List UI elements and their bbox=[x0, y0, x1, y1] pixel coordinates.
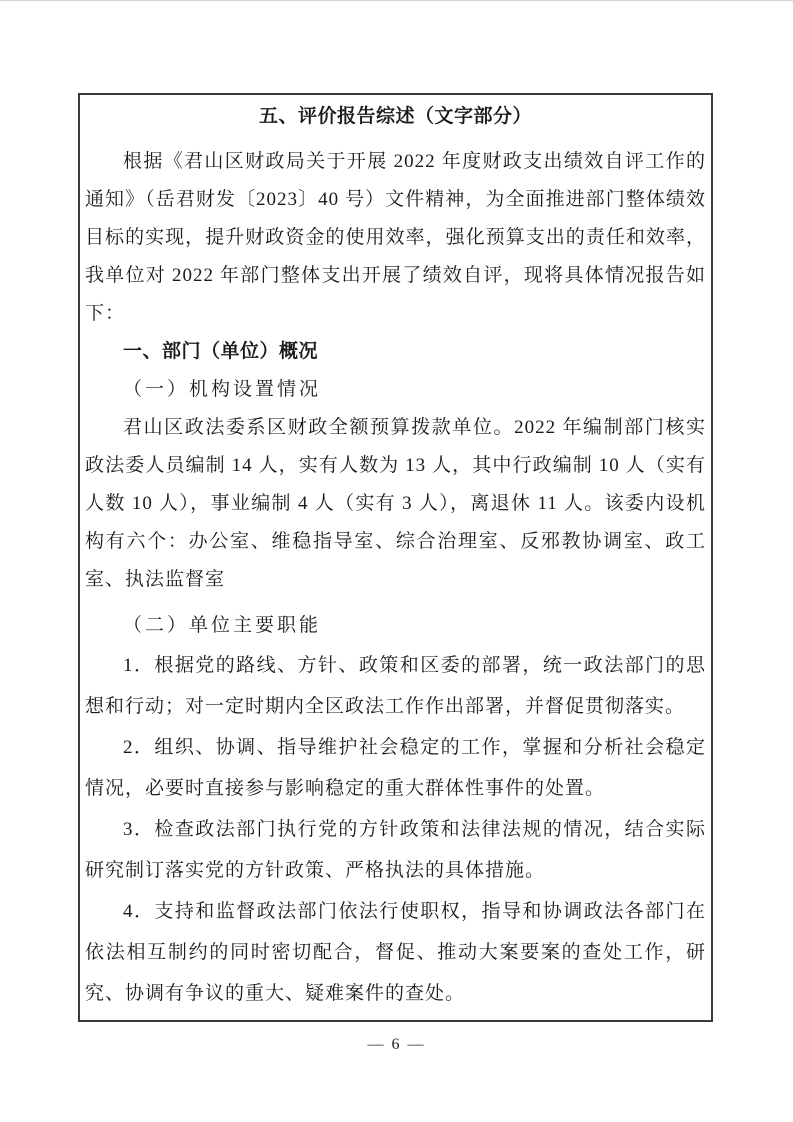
heading-main-functions: （二）单位主要职能 bbox=[123, 615, 322, 636]
function-item-5 bbox=[85, 1014, 706, 1022]
function-item-4: 4．支持和监督政法部门依法行使职权，指导和协调政法各部门在依法相互制约的同时密切配合，督促、推动大案要案的查处工作，研究、协调有争议的重大、疑难案件的查处。 bbox=[85, 901, 706, 1004]
org-structure-paragraph: 君山区政法委系区财政全额预算拨款单位。2022 年编制部门核实政法委人员编制 14 人，实有人数为 13 人，其中行政编制 10 人（实有人数 10 人），事业编制 4 人（实有 3 人），离退休 11 人。该委内设机构有六个：办公室、维稳指导室、综合治理室、反邪教协调室、政工室、执法监督室 bbox=[85, 417, 706, 590]
intro-paragraph: 根据《君山区财政局关于开展 2022 年度财政支出绩效自评工作的通知》（岳君财发〔2023〕40 号）文件精神，为全面推进部门整体绩效目标的实现，提升财政资金的使用效率，强化预算支出的责任和效率，我单位对 2022 年部门整体支出开展了绩效自评，现将具体情况报告如下： bbox=[85, 151, 706, 324]
report-section-title: 五、评价报告综述（文字部分） bbox=[258, 106, 532, 127]
page-number: — 6 — bbox=[367, 1036, 426, 1053]
function-item-3: 3．检查政法部门执行党的方针政策和法律法规的情况，结合实际研究制订落实党的方针政策、严格执法的具体措施。 bbox=[85, 819, 706, 881]
content-border-box bbox=[78, 93, 713, 1022]
function-item-2: 2．组织、协调、指导维护社会稳定的工作，掌握和分析社会稳定情况，必要时直接参与影响稳定的重大群体性事件的处置。 bbox=[85, 737, 706, 799]
scan-edge-line bbox=[0, 0, 793, 1]
function-item-1: 1．根据党的路线、方针、政策和区委的部署，统一政法部门的思想和行动；对一定时期内全区政法工作作出部署，并督促贯彻落实。 bbox=[85, 655, 706, 717]
heading-department-overview: 一、部门（单位）概况 bbox=[123, 341, 319, 362]
heading-org-structure: （一）机构设置情况 bbox=[123, 379, 322, 400]
